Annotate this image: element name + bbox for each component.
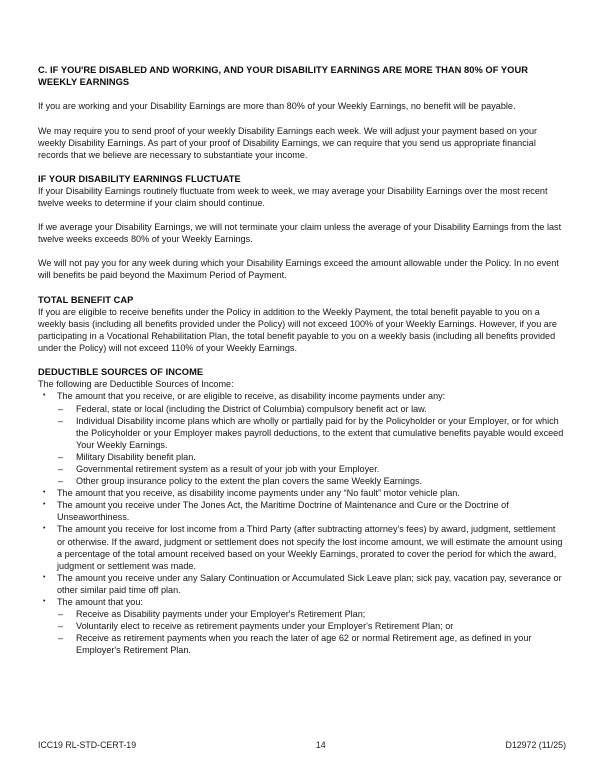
sub-list-item bbox=[57, 403, 566, 415]
paragraph-total-benefit-cap-1: If you are eligible to receive benefits under the Policy in addition to the Weekly Payment, the total benefit payable to you on a weekly basis (including all benefits provided under the Policy) will not exceed 100% of your Weekly Earnings. However, if you are participating in a Vocational Rehabilitation Plan, the total benefit payable to you on a weekly basis (including all benefits provided under the Policy) will not exceed 110% of your Weekly Earnings. bbox=[38, 306, 557, 354]
sub-list bbox=[57, 403, 566, 488]
list-item-text: The amount that you receive, or are eligible to receive, as disability income payments under any: bbox=[57, 391, 446, 402]
dash-marker-icon: – bbox=[58, 415, 64, 426]
sub-list-container bbox=[38, 403, 566, 488]
paragraph-section-c-2: We may require you to send proof of your weekly Disability Earnings each week. We will adjust your payment based on your weekly Disability Earnings. As part of your proof of Disability Earnings, we can require that you send us appropriate financial records that we believe are necessary to substantiate your income. bbox=[38, 125, 538, 160]
list-item-text: The amount that you: bbox=[57, 597, 143, 608]
sub-list-item-text: Receive as retirement payments when you reach the later of age 62 or normal Retirement age, as defined in your Employer's Retirement Plan. bbox=[76, 633, 532, 656]
dash-marker-icon: – bbox=[58, 621, 64, 632]
footer-page-number: 14 bbox=[315, 740, 326, 750]
spacer bbox=[38, 354, 566, 366]
sub-list-item bbox=[57, 632, 566, 656]
list-item-text: The amount you receive under The Jones Act, the Maritime Doctrine of Maintenance and Cure or the Doctrine of Unseaworthiness. bbox=[57, 500, 509, 523]
list-item-text: The amount you receive under any Salary Continuation or Accumulated Sick Leave plan; sick pay, vacation pay, severance or other similar paid time off plan. bbox=[57, 572, 562, 595]
sub-list-item-text: Governmental retirement system as a result of your job with your Employer. bbox=[76, 463, 380, 474]
dash-marker-icon: – bbox=[58, 463, 64, 474]
sub-list-item-text: Military Disability benefit plan. bbox=[76, 451, 196, 462]
spacer bbox=[38, 209, 566, 221]
paragraph-fluctuate-3: We will not pay you for any week during which your Disability Earnings exceed the amount allowable under the Policy. In no event will benefits be paid beyond the Maximum Period of Payment. bbox=[38, 258, 559, 281]
sub-list-item-text: Receive as Disability payments under your Employer's Retirement Plan; bbox=[76, 609, 366, 620]
footer-document-code: D12972 (11/25) bbox=[505, 740, 566, 750]
bullet-marker-icon: • bbox=[43, 525, 46, 533]
list-item bbox=[38, 523, 566, 571]
page-footer bbox=[38, 740, 566, 751]
spacer bbox=[38, 113, 566, 125]
paragraph-fluctuate-2: If we average your Disability Earnings, we will not terminate your claim unless the average of your Disability Earnings from the last twelve weeks exceeds 80% of your Weekly Earnings. bbox=[38, 222, 562, 245]
sub-list-item bbox=[57, 451, 566, 463]
list-item bbox=[38, 499, 566, 523]
sub-list-container bbox=[38, 608, 566, 656]
heading-deductible-sources: DEDUCTIBLE SOURCES OF INCOME bbox=[38, 367, 204, 378]
dash-marker-icon: – bbox=[58, 403, 64, 414]
sub-list-item-text: Other group insurance policy to the extent the plan covers the same Weekly Earnings. bbox=[76, 476, 423, 487]
bullet-marker-icon: • bbox=[43, 501, 46, 509]
dash-marker-icon: – bbox=[58, 476, 64, 487]
bullet-marker-icon: • bbox=[43, 573, 46, 581]
sub-list-item bbox=[57, 463, 566, 475]
sub-list-item-text: Individual Disability income plans which are wholly or partially paid for by the Policyholder or your Employer, or for which the Policyholder or your Employer makes payroll deductions, to the extent that cumulative benefits payable would exceed Your Weekly Earnings. bbox=[76, 415, 564, 450]
heading-section-c: C. IF YOU'RE DISABLED AND WORKING, AND YOUR DISABILITY EARNINGS ARE MORE THAN 80% OF YOUR WEEKLY EARNINGS bbox=[38, 65, 528, 88]
sub-list-item-text: Voluntarily elect to receive as retirement payments under your Employer's Retirement Plan; or bbox=[76, 621, 454, 632]
bullet-marker-icon: • bbox=[43, 489, 46, 497]
sub-list-item bbox=[57, 620, 566, 632]
list-item bbox=[38, 572, 566, 596]
paragraph-fluctuate-1: If your Disability Earnings routinely fluctuate from week to week, we may average your Disability Earnings over the most recent twelve weeks to determine if your claim should continue. bbox=[38, 185, 548, 209]
bullet-marker-icon: • bbox=[43, 598, 46, 606]
footer-row bbox=[38, 740, 566, 751]
footer-form-number: ICC19 RL-STD-CERT-19 bbox=[38, 740, 137, 750]
paragraph-deductible-intro: The following are Deductible Sources of Income: bbox=[38, 379, 234, 390]
sub-list-item bbox=[57, 608, 566, 620]
spacer bbox=[38, 161, 566, 173]
bullet-marker-icon: • bbox=[43, 392, 46, 400]
spacer bbox=[38, 245, 566, 257]
list-item bbox=[38, 596, 566, 608]
list-item bbox=[38, 487, 566, 499]
sub-list-item bbox=[57, 415, 566, 451]
spacer bbox=[38, 282, 566, 294]
list-item-text: The amount that you receive, as disability income payments under any “No fault” motor vehicle plan. bbox=[57, 488, 460, 499]
sub-list-item bbox=[57, 475, 566, 487]
sub-list bbox=[57, 608, 566, 656]
dash-marker-icon: – bbox=[58, 451, 64, 462]
list-item-text: The amount you receive for lost income from a Third Party (after subtracting attorney's fees) by award, judgment, settlement or otherwise. If the award, judgment or settlement does not specify the lost income amount, we will estimate the amount using a percentage of the total amount received based on your Weekly Earnings, prorated to cover the period for which the award, judgment or settlement was made. bbox=[57, 524, 563, 571]
sub-list-item-text: Federal, state or local (including the District of Columbia) compulsory benefit act or law. bbox=[76, 403, 427, 414]
spacer bbox=[38, 88, 566, 100]
page-content bbox=[38, 64, 566, 656]
paragraph-section-c-1: If you are working and your Disability Earnings are more than 80% of your Weekly Earnings, no benefit will be payable. bbox=[38, 101, 516, 112]
deductible-sources-list bbox=[38, 390, 566, 656]
heading-total-benefit-cap: TOTAL BENEFIT CAP bbox=[38, 294, 134, 305]
heading-earnings-fluctuate: IF YOUR DISABILITY EARNINGS FLUCTUATE bbox=[38, 173, 241, 184]
list-item bbox=[38, 390, 566, 402]
dash-marker-icon: – bbox=[58, 633, 64, 644]
dash-marker-icon: – bbox=[58, 609, 64, 620]
